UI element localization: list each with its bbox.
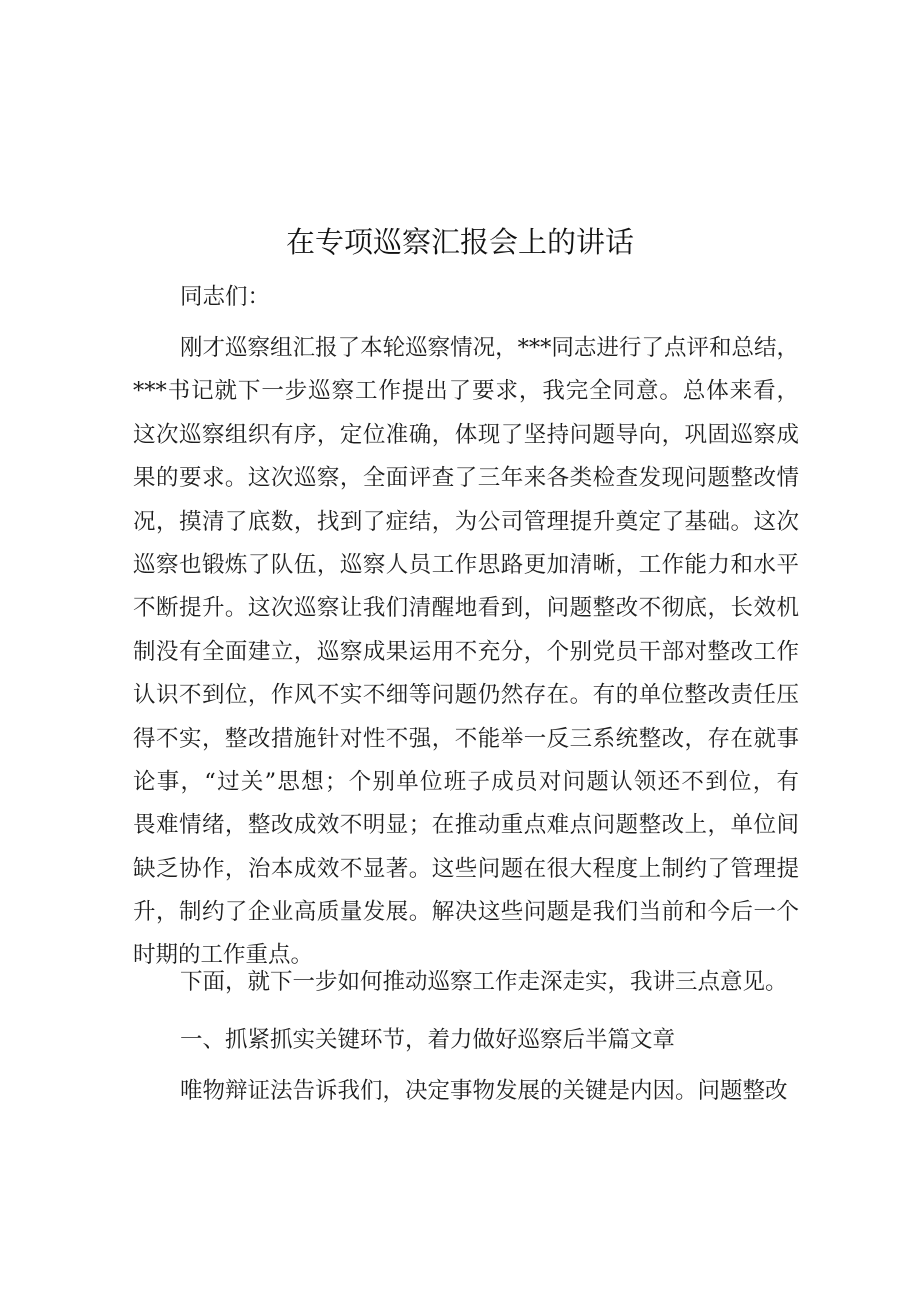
document-title: 在专项巡察汇报会上的讲话 <box>285 225 634 259</box>
salutation: 同志们： <box>180 284 271 310</box>
paragraph-1-line: 况，摸清了底数，找到了症结，为公司管理提升奠定了基础。这次 <box>133 508 799 535</box>
paragraph-1-line: 论事，“过关”思想；个别单位班子成员对问题认领还不到位，有 <box>133 768 799 795</box>
paragraph-1-line: 缺乏协作，治本成效不显著。这些问题在很大程度上制约了管理提 <box>133 855 799 882</box>
paragraph-1-line: 制没有全面建立，巡察成果运用不充分，个别党员干部对整改工作 <box>133 638 799 665</box>
paragraph-1-line: 果的要求。这次巡察，全面评查了三年来各类检查发现问题整改情 <box>133 465 799 492</box>
paragraph-1-line: 这次巡察组织有序，定位准确，体现了坚持问题导向，巩固巡察成 <box>133 421 799 448</box>
paragraph-1-line: 刚才巡察组汇报了本轮巡察情况，***同志进行了点评和总结， <box>180 335 799 361</box>
paragraph-1-line: 时期的工作重点。 <box>133 942 314 969</box>
section-1-heading: 一、抓紧抓实关键环节，着力做好巡察后半篇文章 <box>180 1027 676 1053</box>
paragraph-1-line: 得不实，整改措施针对性不强，不能举一反三系统整改，存在就事 <box>133 725 799 752</box>
paragraph-1-line: 畏难情绪，整改成效不明显；在推动重点难点问题整改上，单位间 <box>133 812 799 839</box>
paragraph-1-line: 巡察也锻炼了队伍，巡察人员工作思路更加清晰，工作能力和水平 <box>133 551 799 578</box>
paragraph-1 <box>133 327 803 978</box>
paragraph-1-line: 升，制约了企业高质量发展。解决这些问题是我们当前和今后一个 <box>133 899 799 926</box>
paragraph-3: 唯物辩证法告诉我们，决定事物发展的关键是内因。问题整改 <box>180 1078 788 1104</box>
paragraph-2: 下面，就下一步如何推动巡察工作走深走实，我讲三点意见。 <box>180 969 788 995</box>
paragraph-1-line: 不断提升。这次巡察让我们清醒地看到，问题整改不彻底，长效机 <box>133 595 799 622</box>
paragraph-1-line: 认识不到位，作风不实不细等问题仍然存在。有的单位整改责任压 <box>133 682 799 709</box>
paragraph-1-line: ***书记就下一步巡察工作提出了要求，我完全同意。总体来看， <box>133 378 799 405</box>
